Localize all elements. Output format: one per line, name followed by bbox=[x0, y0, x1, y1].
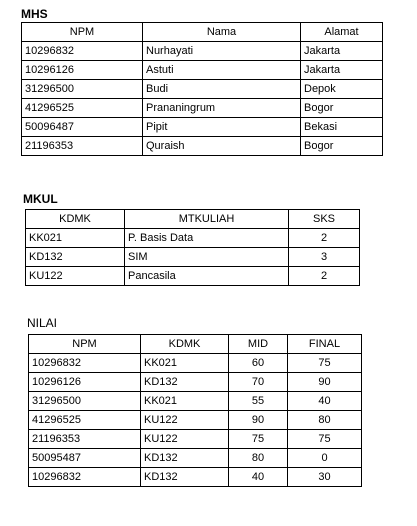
mhs-cell-nama: Quraish bbox=[143, 137, 301, 156]
nilai-cell-npm: 41296525 bbox=[29, 411, 141, 430]
nilai-cell-npm: 10296832 bbox=[29, 354, 141, 373]
table-row bbox=[22, 42, 383, 61]
nilai-cell-npm: 21196353 bbox=[29, 430, 141, 449]
mhs-table bbox=[21, 22, 383, 156]
nilai-cell-final: 75 bbox=[288, 430, 362, 449]
nilai-cell-kdmk: KD132 bbox=[141, 373, 229, 392]
nilai-cell-final: 40 bbox=[288, 392, 362, 411]
mkul-cell-sks: 3 bbox=[289, 248, 360, 267]
table-row bbox=[26, 229, 360, 248]
mhs-cell-nama: Nurhayati bbox=[143, 42, 301, 61]
table-row bbox=[29, 354, 362, 373]
mhs-cell-npm: 50096487 bbox=[22, 118, 143, 137]
nilai-cell-mid: 60 bbox=[229, 354, 288, 373]
mhs-header-alamat: Alamat bbox=[301, 23, 383, 42]
mhs-cell-npm: 41296525 bbox=[22, 99, 143, 118]
table-row bbox=[29, 411, 362, 430]
nilai-cell-mid: 90 bbox=[229, 411, 288, 430]
table-row bbox=[26, 267, 360, 286]
nilai-header-final: FINAL bbox=[288, 335, 362, 354]
mkul-header-row bbox=[26, 210, 360, 229]
mkul-cell-mtkuliah: P. Basis Data bbox=[125, 229, 289, 248]
mhs-cell-npm: 10296126 bbox=[22, 61, 143, 80]
mhs-header-npm: NPM bbox=[22, 23, 143, 42]
nilai-cell-npm: 10296126 bbox=[29, 373, 141, 392]
nilai-cell-kdmk: KU122 bbox=[141, 430, 229, 449]
mhs-cell-alamat: Jakarta bbox=[301, 61, 383, 80]
mhs-header-row bbox=[22, 23, 383, 42]
table-row bbox=[26, 248, 360, 267]
nilai-cell-mid: 40 bbox=[229, 468, 288, 487]
nilai-header-mid: MID bbox=[229, 335, 288, 354]
mkul-cell-mtkuliah: Pancasila bbox=[125, 267, 289, 286]
table-row bbox=[22, 80, 383, 99]
mhs-cell-nama: Budi bbox=[143, 80, 301, 99]
nilai-cell-mid: 80 bbox=[229, 449, 288, 468]
mkul-cell-kdmk: KU122 bbox=[26, 267, 125, 286]
nilai-cell-final: 75 bbox=[288, 354, 362, 373]
mkul-title: MKUL bbox=[23, 192, 58, 206]
mhs-title: MHS bbox=[21, 7, 48, 21]
mkul-header-sks: SKS bbox=[289, 210, 360, 229]
nilai-cell-npm: 31296500 bbox=[29, 392, 141, 411]
table-row bbox=[29, 373, 362, 392]
mhs-cell-npm: 21196353 bbox=[22, 137, 143, 156]
nilai-cell-mid: 70 bbox=[229, 373, 288, 392]
nilai-cell-npm: 10296832 bbox=[29, 468, 141, 487]
mhs-header-nama: Nama bbox=[143, 23, 301, 42]
nilai-cell-final: 90 bbox=[288, 373, 362, 392]
nilai-cell-kdmk: KD132 bbox=[141, 449, 229, 468]
mhs-cell-alamat: Bogor bbox=[301, 137, 383, 156]
mkul-cell-sks: 2 bbox=[289, 229, 360, 248]
nilai-header-row bbox=[29, 335, 362, 354]
nilai-cell-mid: 55 bbox=[229, 392, 288, 411]
mkul-cell-kdmk: KK021 bbox=[26, 229, 125, 248]
nilai-header-npm: NPM bbox=[29, 335, 141, 354]
table-row bbox=[22, 61, 383, 80]
table-row bbox=[22, 118, 383, 137]
mkul-cell-sks: 2 bbox=[289, 267, 360, 286]
mkul-cell-mtkuliah: SIM bbox=[125, 248, 289, 267]
nilai-cell-kdmk: KK021 bbox=[141, 392, 229, 411]
nilai-cell-npm: 50095487 bbox=[29, 449, 141, 468]
mhs-cell-npm: 10296832 bbox=[22, 42, 143, 61]
table-row bbox=[29, 392, 362, 411]
mkul-header-mtkuliah: MTKULIAH bbox=[125, 210, 289, 229]
mkul-cell-kdmk: KD132 bbox=[26, 248, 125, 267]
mhs-cell-alamat: Jakarta bbox=[301, 42, 383, 61]
nilai-table bbox=[28, 334, 362, 487]
mhs-cell-alamat: Bekasi bbox=[301, 118, 383, 137]
nilai-header-kdmk: KDMK bbox=[141, 335, 229, 354]
table-row bbox=[22, 99, 383, 118]
nilai-cell-kdmk: KD132 bbox=[141, 468, 229, 487]
mhs-cell-nama: Astuti bbox=[143, 61, 301, 80]
mhs-cell-npm: 31296500 bbox=[22, 80, 143, 99]
mkul-header-kdmk: KDMK bbox=[26, 210, 125, 229]
mhs-cell-alamat: Bogor bbox=[301, 99, 383, 118]
table-row bbox=[29, 449, 362, 468]
table-row bbox=[29, 430, 362, 449]
table-row bbox=[22, 137, 383, 156]
nilai-cell-final: 80 bbox=[288, 411, 362, 430]
nilai-cell-kdmk: KU122 bbox=[141, 411, 229, 430]
table-row bbox=[29, 468, 362, 487]
mhs-cell-alamat: Depok bbox=[301, 80, 383, 99]
nilai-cell-final: 30 bbox=[288, 468, 362, 487]
mhs-cell-nama: Pipit bbox=[143, 118, 301, 137]
mhs-cell-nama: Prananingrum bbox=[143, 99, 301, 118]
mkul-table bbox=[25, 209, 360, 286]
nilai-cell-kdmk: KK021 bbox=[141, 354, 229, 373]
nilai-cell-mid: 75 bbox=[229, 430, 288, 449]
nilai-cell-final: 0 bbox=[288, 449, 362, 468]
nilai-title: NILAI bbox=[27, 316, 58, 330]
